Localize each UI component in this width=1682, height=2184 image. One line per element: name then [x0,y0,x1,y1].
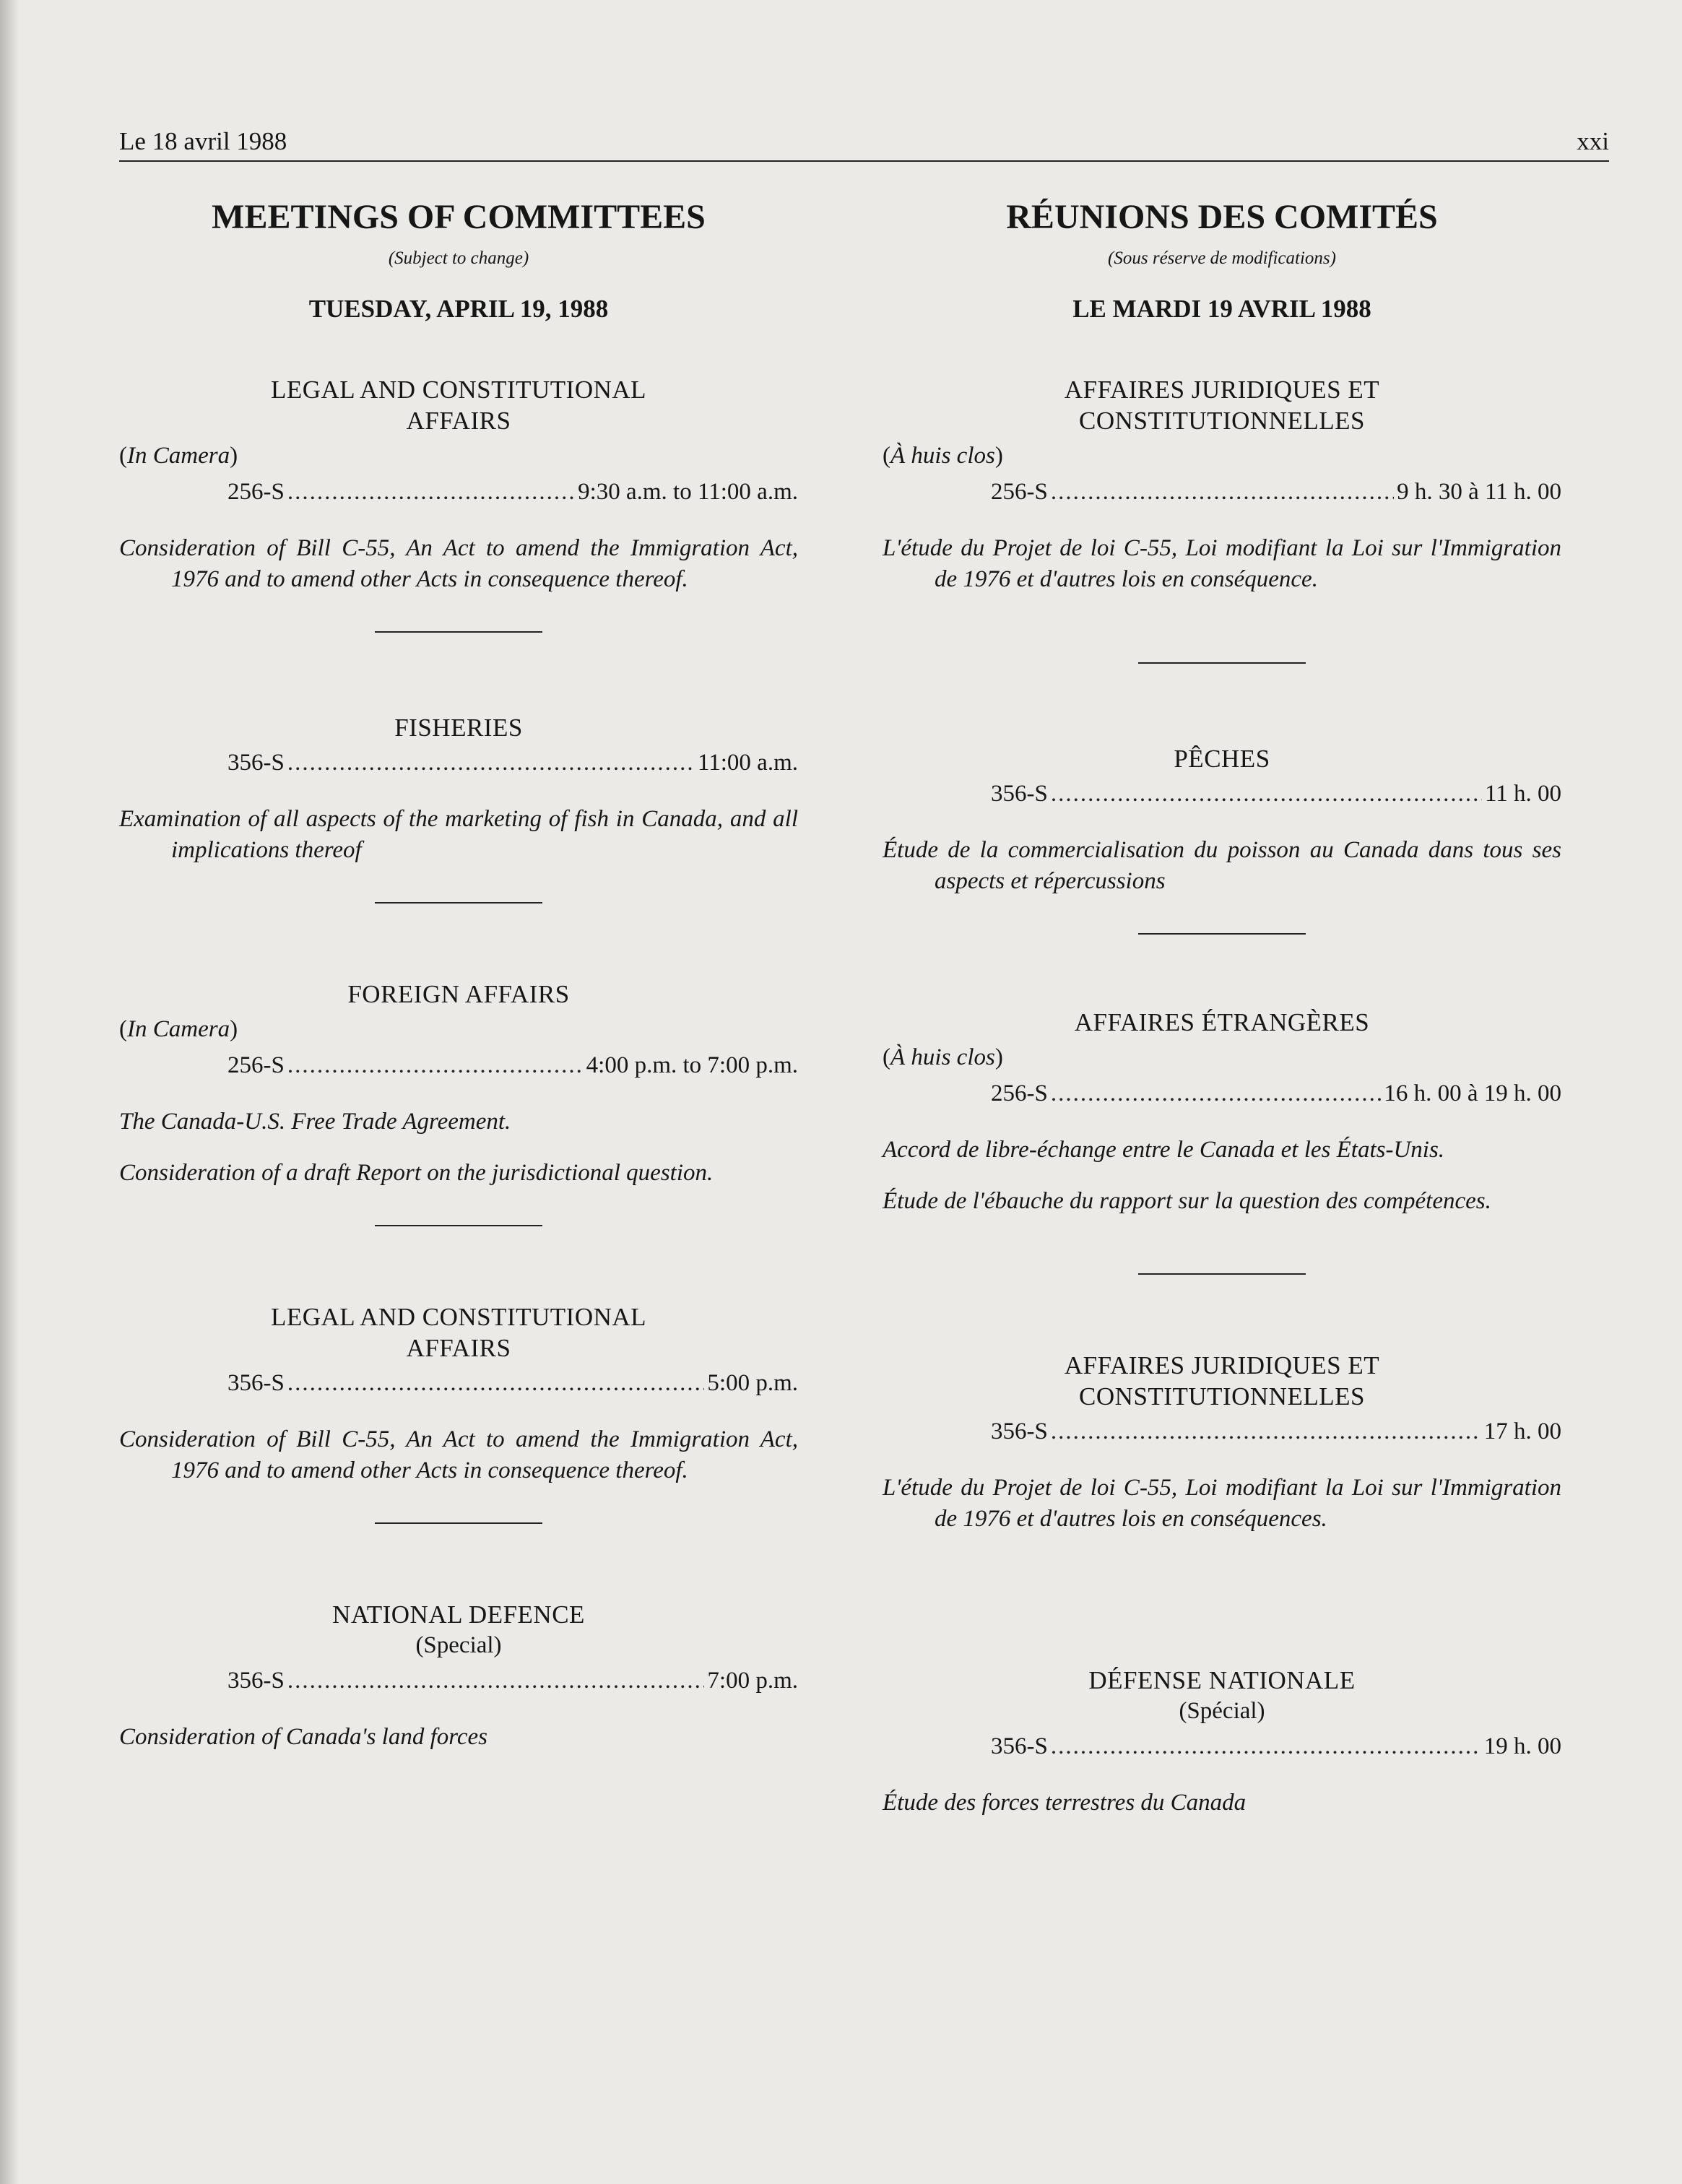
room-number: 356-S [227,1668,285,1694]
leader-dots [287,1049,584,1082]
committee-name: LEGAL AND CONSTITUTIONAL [270,1303,647,1331]
meeting-affaires-juridiques-1 [883,374,1561,664]
french-date: LE MARDI 19 AVRIL 1988 [1072,295,1371,323]
section-divider [1138,1273,1306,1275]
meeting-time: 9:30 a.m. to 11:00 a.m. [578,479,798,505]
room-time-line [227,1049,798,1082]
english-subject-note: (Subject to change) [388,248,529,268]
meeting-subject: Étude des forces terrestres du Canada [883,1790,1247,1816]
in-camera-note: (In Camera) [119,443,238,469]
french-subject-note: (Sous réserve de modifications) [1108,248,1336,268]
leader-dots [1051,475,1394,508]
meeting-legal-constitutional-1 [119,374,798,633]
leader-dots [287,475,575,508]
meeting-subject: The Canada-U.S. Free Trade Agreement. [119,1109,511,1135]
page-number: xxi [1577,127,1609,155]
room-time-line [227,1664,798,1697]
room-number: 356-S [227,1370,285,1396]
in-camera-note: (À huis clos) [883,443,1003,469]
section-divider [375,902,542,904]
leader-dots [1051,777,1482,810]
room-number: 256-S [991,479,1048,505]
meeting-peches [883,743,1561,935]
section-divider [1138,662,1306,664]
meeting-subject: Accord de libre-échange entre le Canada et les États-Unis. [883,1137,1445,1163]
meeting-subject: L'étude du Projet de loi C-55, Loi modifiant la Loi sur l'Immigration de 1976 et d'autres lois en conséquence. [883,535,1561,592]
french-title: RÉUNIONS DES COMITÉS [1006,198,1438,236]
room-number: 356-S [991,781,1048,807]
room-number: 356-S [991,1418,1048,1444]
room-time-line [227,746,798,779]
section-divider [375,1522,542,1524]
french-column [883,195,1561,1819]
committee-name: AFFAIRES JURIDIQUES ET [1064,376,1380,404]
meeting-subject: Consideration of Bill C-55, An Act to amend the Immigration Act, 1976 and to amend other Acts in consequence thereof. [119,1426,798,1483]
section-divider [375,631,542,633]
meeting-affaires-etrangeres [883,1007,1561,1275]
committee-name-line2: AFFAIRS [406,1334,511,1362]
binding-shadow [0,0,19,2184]
room-number: 356-S [227,750,285,776]
committee-type: (Special) [415,1632,502,1658]
room-number: 356-S [991,1733,1048,1759]
meeting-legal-constitutional-2 [119,1301,798,1524]
leader-dots [1051,1730,1481,1763]
leader-dots [1051,1415,1481,1448]
meeting-fisheries [119,712,798,904]
english-title: MEETINGS OF COMMITTEES [212,198,706,236]
leader-dots [287,746,695,779]
english-date: TUESDAY, APRIL 19, 1988 [308,295,609,323]
committee-name: FOREIGN AFFAIRS [347,980,570,1008]
meeting-affaires-juridiques-2 [883,1350,1561,1535]
running-head [119,124,1609,162]
meeting-subject: Consideration of Bill C-55, An Act to amend the Immigration Act, 1976 and to amend other Acts in consequence thereof. [119,535,798,592]
meeting-time: 17 h. 00 [1483,1418,1561,1444]
meeting-time: 7:00 p.m. [707,1668,798,1694]
section-divider [1138,933,1306,935]
meeting-national-defence [119,1599,798,1753]
room-number: 256-S [227,1052,285,1078]
meeting-time: 16 h. 00 à 19 h. 00 [1384,1080,1561,1106]
meeting-time: 4:00 p.m. to 7:00 p.m. [586,1052,798,1078]
committee-type: (Spécial) [1179,1698,1265,1724]
committee-name: FISHERIES [394,714,523,742]
meeting-subject-2: Étude de l'ébauche du rapport sur la question des compétences. [883,1188,1491,1214]
committee-name: NATIONAL DEFENCE [332,1600,585,1629]
committee-name-line2: CONSTITUTIONNELLES [1079,407,1365,435]
meeting-time: 11:00 a.m. [697,750,798,776]
committee-name: PÊCHES [1174,745,1270,773]
english-column [119,195,798,1753]
header-date: Le 18 avril 1988 [119,127,287,155]
section-divider [375,1225,542,1226]
meeting-time: 5:00 p.m. [707,1370,798,1396]
room-time-line [991,777,1561,810]
meeting-time: 9 h. 30 à 11 h. 00 [1397,479,1561,505]
in-camera-note: (À huis clos) [883,1044,1003,1070]
room-number: 256-S [991,1080,1048,1106]
committee-name: LEGAL AND CONSTITUTIONAL [270,376,647,404]
meeting-time: 19 h. 00 [1483,1733,1561,1759]
meeting-subject: Étude de la commercialisation du poisson au Canada dans tous ses aspects et répercussions [883,837,1561,894]
room-time-line [991,1415,1561,1448]
room-time-line [991,1730,1561,1763]
leader-dots [287,1664,705,1697]
committee-name: DÉFENSE NATIONALE [1088,1666,1356,1694]
room-time-line [991,475,1561,508]
meeting-subject: Consideration of Canada's land forces [119,1724,488,1750]
committee-name-line2: CONSTITUTIONNELLES [1079,1382,1365,1410]
committee-name: AFFAIRES ÉTRANGÈRES [1074,1008,1370,1036]
meeting-time: 11 h. 00 [1484,781,1561,807]
leader-dots [1051,1077,1382,1110]
room-time-line [227,1366,798,1400]
in-camera-note: (In Camera) [119,1016,238,1042]
meeting-subject-2: Consideration of a draft Report on the jurisdictional question. [119,1160,714,1186]
room-time-line [227,475,798,508]
room-time-line [991,1077,1561,1110]
leader-dots [287,1366,705,1400]
meeting-subject: Examination of all aspects of the marketing of fish in Canada, and all implications thereof [119,806,798,863]
committee-name: AFFAIRES JURIDIQUES ET [1064,1351,1380,1379]
meeting-foreign-affairs [119,979,798,1226]
meeting-subject: L'étude du Projet de loi C-55, Loi modifiant la Loi sur l'Immigration de 1976 et d'autres lois en conséquences. [883,1475,1561,1532]
room-number: 256-S [227,479,285,505]
meeting-defense-nationale [883,1665,1561,1819]
committee-name-line2: AFFAIRS [406,407,511,435]
